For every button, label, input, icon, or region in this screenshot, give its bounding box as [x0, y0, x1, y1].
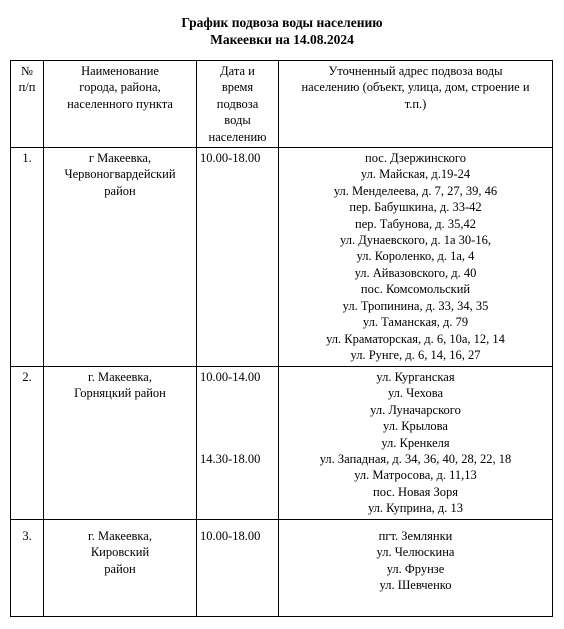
header-num-line: п/п: [18, 80, 36, 95]
place-line: Червоногвардейский: [64, 167, 176, 182]
address-line: ул. Шевченко: [379, 577, 452, 592]
place-line: г. Макеевка,: [88, 370, 152, 385]
address-line: пер. Бабушкина, д. 33-42: [349, 200, 482, 215]
address-line: ул. Челюскина: [376, 545, 455, 560]
table-row: [11, 148, 553, 367]
header-date-line: населению: [208, 129, 267, 144]
table-row: [11, 519, 553, 616]
row-addresses: [279, 519, 553, 616]
table-row: [11, 367, 553, 520]
row-time: [197, 367, 279, 520]
address-line: пос. Комсомольский: [360, 282, 471, 297]
header-num-line: №: [21, 64, 33, 78]
time-slot: 10.00-18.00: [200, 151, 261, 166]
header-date-line: воды: [224, 113, 251, 128]
address-line: ул. Дунаевского, д. 1а 30-16,: [340, 233, 491, 248]
address-line: ул. Менделеева, д. 7, 27, 39, 46: [333, 183, 498, 198]
document-title-line2: Макеевки на 14.08.2024: [210, 32, 354, 47]
place-line: район: [104, 183, 136, 198]
header-place-line: населенного пункта: [67, 96, 173, 111]
header-place-line: Наименование: [81, 64, 159, 78]
time-slot: 14.30-18.00: [200, 452, 261, 467]
row-place: [44, 519, 197, 616]
row-time: [197, 519, 279, 616]
time-slot: 10.00-18.00: [200, 528, 261, 543]
address-line: ул. Тропинина, д. 33, 34, 35: [342, 298, 489, 313]
place-line: Горняцкий район: [74, 386, 166, 401]
document-title-line1: График подвоза воды населению: [181, 15, 383, 30]
header-date: [197, 61, 279, 148]
time-slot: 10.00-14.00: [200, 370, 261, 385]
header-num: [11, 61, 44, 148]
row-place: [44, 367, 197, 520]
address-line: ул. Матросова, д. 11,13: [354, 468, 477, 483]
header-place-line: города, района,: [79, 80, 161, 95]
address-line: ул. Западная, д. 34, 36, 40, 28, 22, 18: [319, 452, 512, 467]
header-address-line: населению (объект, улица, дом, строение и: [301, 80, 530, 95]
row-place: [44, 148, 197, 367]
water-schedule-table: [10, 60, 553, 617]
address-line: ул. Таманская, д. 79: [362, 315, 469, 330]
header-date-line: подвоза: [216, 96, 259, 111]
address-line: ул. Курганская: [376, 370, 455, 385]
place-line: г. Макеевка,: [88, 528, 152, 543]
address-line: ул. Майская, д.19-24: [360, 167, 471, 182]
address-line: ул. Краматорская, д. 6, 10а, 12, 14: [326, 331, 505, 346]
header-address-line: Уточненный адрес подвоза воды: [328, 64, 503, 78]
header-address: [279, 61, 553, 148]
address-line: пос. Дзержинского: [365, 151, 466, 166]
row-addresses: [279, 148, 553, 367]
address-line: ул. Фрунзе: [386, 561, 445, 576]
header-date-line: Дата и: [220, 64, 255, 78]
address-line: ул. Короленко, д. 1а, 4: [356, 249, 475, 264]
address-line: ул. Крылова: [383, 419, 448, 434]
header-address-line: т.п.): [404, 96, 427, 111]
address-line: пос. Новая Зоря: [373, 484, 458, 499]
address-line: ул. Куприна, д. 13: [367, 501, 464, 516]
address-line: ул. Чехова: [387, 386, 443, 401]
address-line: ул. Рунге, д. 6, 14, 16, 27: [350, 347, 481, 362]
place-line: Кировский: [90, 545, 150, 560]
address-line: пгт. Землянки: [378, 528, 453, 543]
address-line: ул. Айвазовского, д. 40: [354, 265, 477, 280]
header-date-line: время: [221, 80, 254, 95]
table-header-row: [11, 61, 553, 148]
row-addresses: [279, 367, 553, 520]
address-line: ул. Луначарского: [370, 402, 461, 417]
row-time: [197, 148, 279, 367]
row-number: 1.: [11, 148, 44, 367]
header-place: [44, 61, 197, 148]
address-line: ул. Кренкеля: [381, 435, 450, 450]
row-number: 2.: [11, 367, 44, 520]
address-line: пер. Табунова, д. 35,42: [355, 216, 476, 231]
row-number: 3.: [11, 519, 44, 616]
place-line: район: [104, 561, 136, 576]
place-line: г Макеевка,: [88, 151, 152, 166]
